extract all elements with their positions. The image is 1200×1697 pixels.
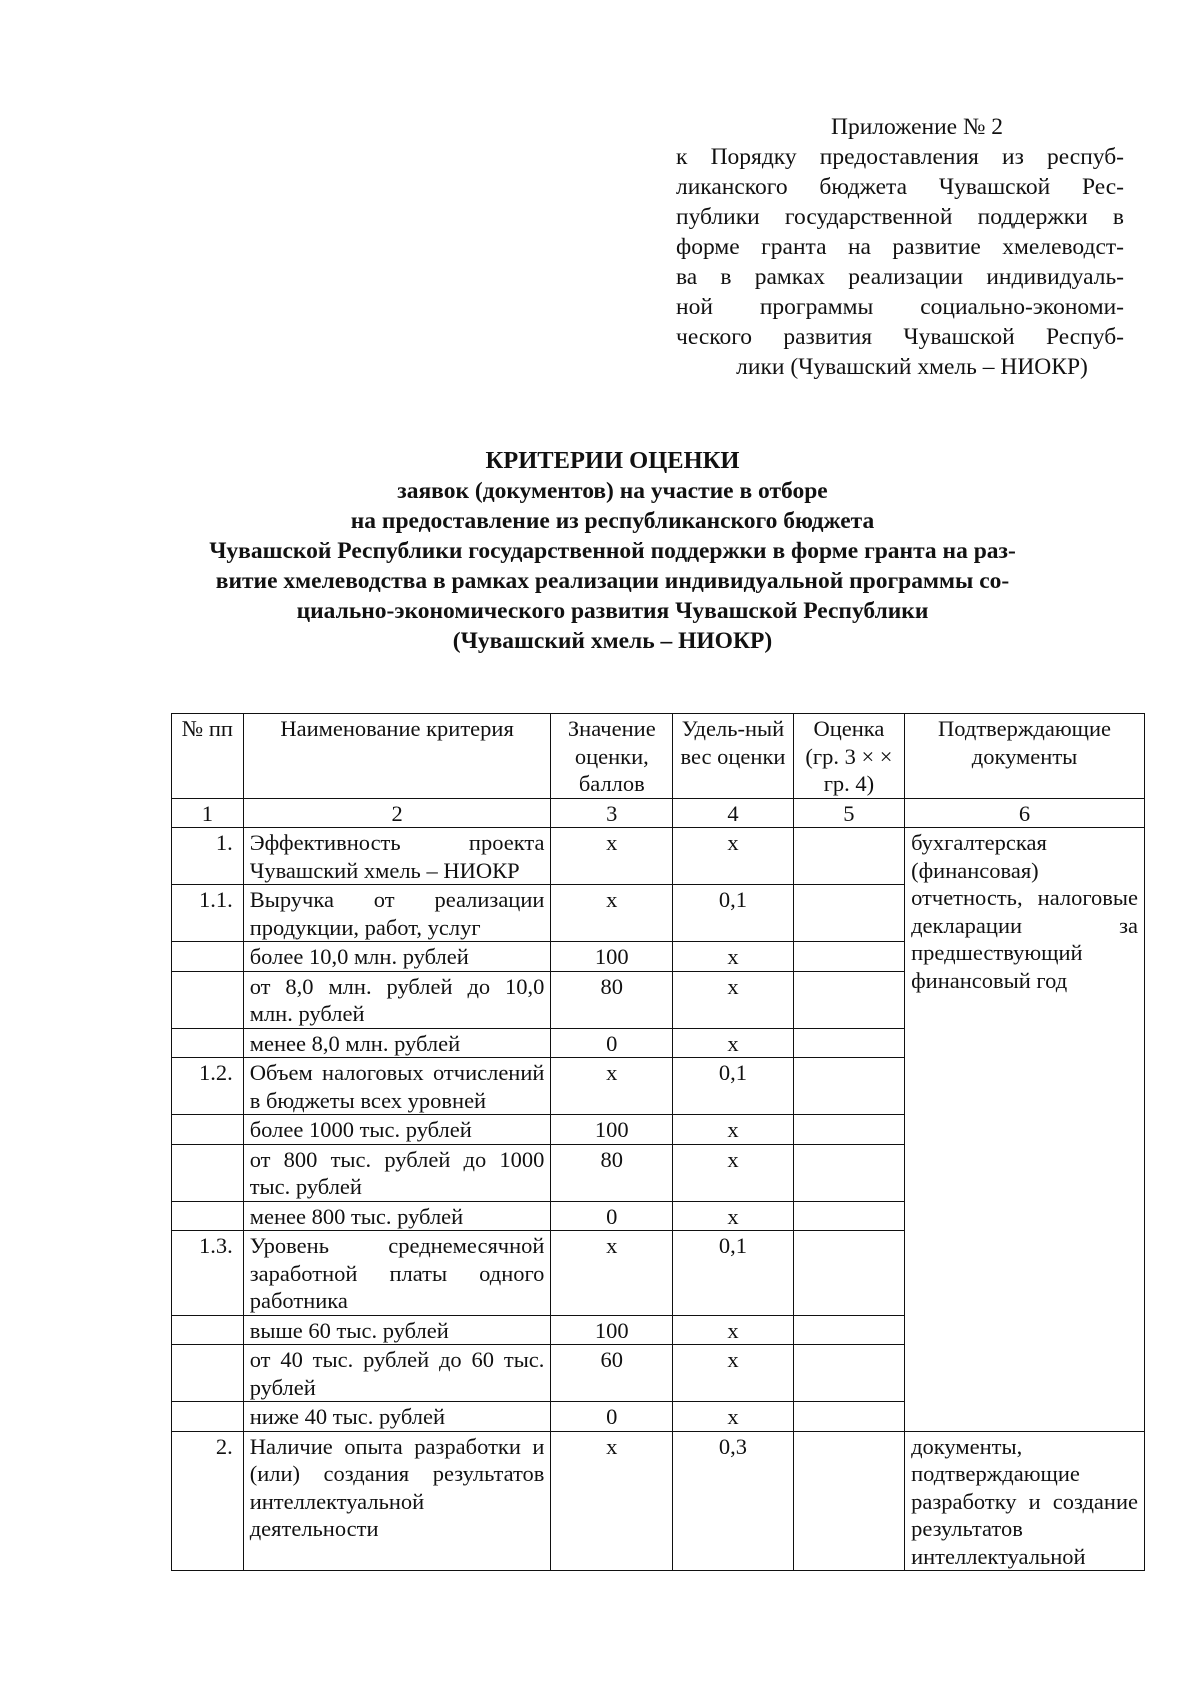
row-weight: х: [673, 1115, 794, 1145]
row-weight: 0,1: [673, 885, 794, 942]
appendix-line: публики государственной поддержки в: [676, 204, 1124, 230]
row-num: 1.: [172, 828, 244, 885]
row-weight: х: [673, 1144, 794, 1201]
row-score: [793, 1315, 904, 1345]
appendix-line: форме гранта на развитие хмелеводст-: [676, 234, 1124, 260]
row-score: [793, 942, 904, 972]
row-value: 0: [551, 1402, 673, 1432]
column-numbers-row: [172, 798, 1145, 828]
row-score: [793, 1028, 904, 1058]
row-num: [172, 1201, 244, 1231]
row-name: более 1000 тыс. рублей: [243, 1115, 551, 1145]
column-number: 6: [905, 798, 1145, 828]
row-num: [172, 1315, 244, 1345]
header-docs: Подтверждающие документы: [905, 714, 1145, 799]
heading-line: на предоставление из республиканского бюджета: [350, 508, 875, 534]
row-weight: х: [673, 1201, 794, 1231]
row-name: менее 800 тыс. рублей: [243, 1201, 551, 1231]
row-value: х: [551, 828, 673, 885]
row-score: [793, 1115, 904, 1145]
row-name: выше 60 тыс. рублей: [243, 1315, 551, 1345]
appendix-block: [676, 112, 1124, 382]
row-name: от 800 тыс. рублей до 1000 тыс. рублей: [243, 1144, 551, 1201]
table-row: [172, 1431, 1145, 1571]
row-num: 1.1.: [172, 885, 244, 942]
row-name: Объем налоговых отчислений в бюджеты всех уровней: [243, 1058, 551, 1115]
row-num: 1.2.: [172, 1058, 244, 1115]
row-weight: х: [673, 1402, 794, 1432]
column-number: 4: [673, 798, 794, 828]
row-score: [793, 885, 904, 942]
column-number: 3: [551, 798, 673, 828]
appendix-line: ликанского бюджета Чувашской Рес-: [676, 174, 1124, 200]
row-value: х: [551, 1058, 673, 1115]
appendix-title: Приложение № 2: [830, 114, 1004, 140]
header-value: Значение оценки, баллов: [551, 714, 673, 799]
appendix-line: ной программы социально-экономи-: [676, 294, 1124, 320]
row-weight: х: [673, 971, 794, 1028]
row-value: х: [551, 1431, 673, 1571]
row-score: [793, 1201, 904, 1231]
row-docs: документы, подтверждающие разработку и создание результатов интеллектуальной: [905, 1431, 1145, 1571]
header-score: Оценка (гр. 3 × × гр. 4): [793, 714, 904, 799]
heading-line: заявок (документов) на участие в отборе: [397, 478, 828, 504]
row-score: [793, 1144, 904, 1201]
header-weight: Удель-ный вес оценки: [673, 714, 794, 799]
column-number: 2: [243, 798, 551, 828]
row-name: Наличие опыта разработки и (или) создания результатов интеллектуальной деятельности: [243, 1431, 551, 1571]
heading-title: КРИТЕРИИ ОЦЕНКИ: [485, 447, 740, 474]
row-value: х: [551, 885, 673, 942]
document-heading: [160, 446, 1065, 656]
row-name: более 10,0 млн. рублей: [243, 942, 551, 972]
table-header-row: [172, 714, 1145, 799]
row-score: [793, 1402, 904, 1432]
row-weight: 0,3: [673, 1431, 794, 1571]
row-value: 80: [551, 971, 673, 1028]
row-weight: 0,1: [673, 1058, 794, 1115]
header-num: № пп: [172, 714, 244, 799]
row-num: [172, 1345, 244, 1402]
row-score: [793, 971, 904, 1028]
row-name: ниже 40 тыс. рублей: [243, 1402, 551, 1432]
row-weight: х: [673, 1345, 794, 1402]
row-docs: бухгалтерская (финансовая) отчетность, налоговые декларации за предшествующий финансовый год: [905, 828, 1145, 1432]
appendix-line: ва в рамках реализации индивидуаль-: [676, 264, 1124, 290]
row-score: [793, 828, 904, 885]
appendix-line: лики (Чувашский хмель – НИОКР): [736, 354, 1088, 380]
row-weight: х: [673, 942, 794, 972]
row-value: 80: [551, 1144, 673, 1201]
row-name: менее 8,0 млн. рублей: [243, 1028, 551, 1058]
row-num: [172, 1402, 244, 1432]
row-name: Эффективность проекта Чувашский хмель – НИОКР: [243, 828, 551, 885]
table-row: [172, 828, 1145, 885]
criteria-table: [171, 713, 1145, 1571]
row-value: 60: [551, 1345, 673, 1402]
heading-line: циально-экономического развития Чувашской Республики: [296, 598, 929, 624]
row-weight: 0,1: [673, 1231, 794, 1316]
row-num: [172, 942, 244, 972]
row-score: [793, 1345, 904, 1402]
row-score: [793, 1231, 904, 1316]
heading-line: Чувашской Республики государственной поддержки в форме гранта на раз-: [209, 538, 1016, 564]
row-value: 100: [551, 1115, 673, 1145]
row-value: 100: [551, 1315, 673, 1345]
row-num: [172, 1144, 244, 1201]
row-score: [793, 1058, 904, 1115]
row-value: 0: [551, 1201, 673, 1231]
row-weight: х: [673, 828, 794, 885]
row-num: [172, 971, 244, 1028]
row-weight: х: [673, 1315, 794, 1345]
heading-line: витие хмелеводства в рамках реализации индивидуальной программы со-: [215, 568, 1010, 594]
column-number: 5: [793, 798, 904, 828]
row-name: Уровень среднемесячной заработной платы одного работника: [243, 1231, 551, 1316]
header-name: Наименование критерия: [243, 714, 551, 799]
row-value: х: [551, 1231, 673, 1316]
row-num: 2.: [172, 1431, 244, 1571]
row-num: [172, 1115, 244, 1145]
appendix-line: к Порядку предоставления из респуб-: [676, 144, 1124, 170]
row-num: 1.3.: [172, 1231, 244, 1316]
row-score: [793, 1431, 904, 1571]
row-name: от 40 тыс. рублей до 60 тыс. рублей: [243, 1345, 551, 1402]
row-name: Выручка от реализации продукции, работ, услуг: [243, 885, 551, 942]
heading-line: (Чувашский хмель – НИОКР): [452, 628, 773, 654]
row-value: 100: [551, 942, 673, 972]
row-value: 0: [551, 1028, 673, 1058]
row-weight: х: [673, 1028, 794, 1058]
appendix-line: ческого развития Чувашской Респуб-: [676, 324, 1124, 350]
row-num: [172, 1028, 244, 1058]
row-name: от 8,0 млн. рублей до 10,0 млн. рублей: [243, 971, 551, 1028]
column-number: 1: [172, 798, 244, 828]
